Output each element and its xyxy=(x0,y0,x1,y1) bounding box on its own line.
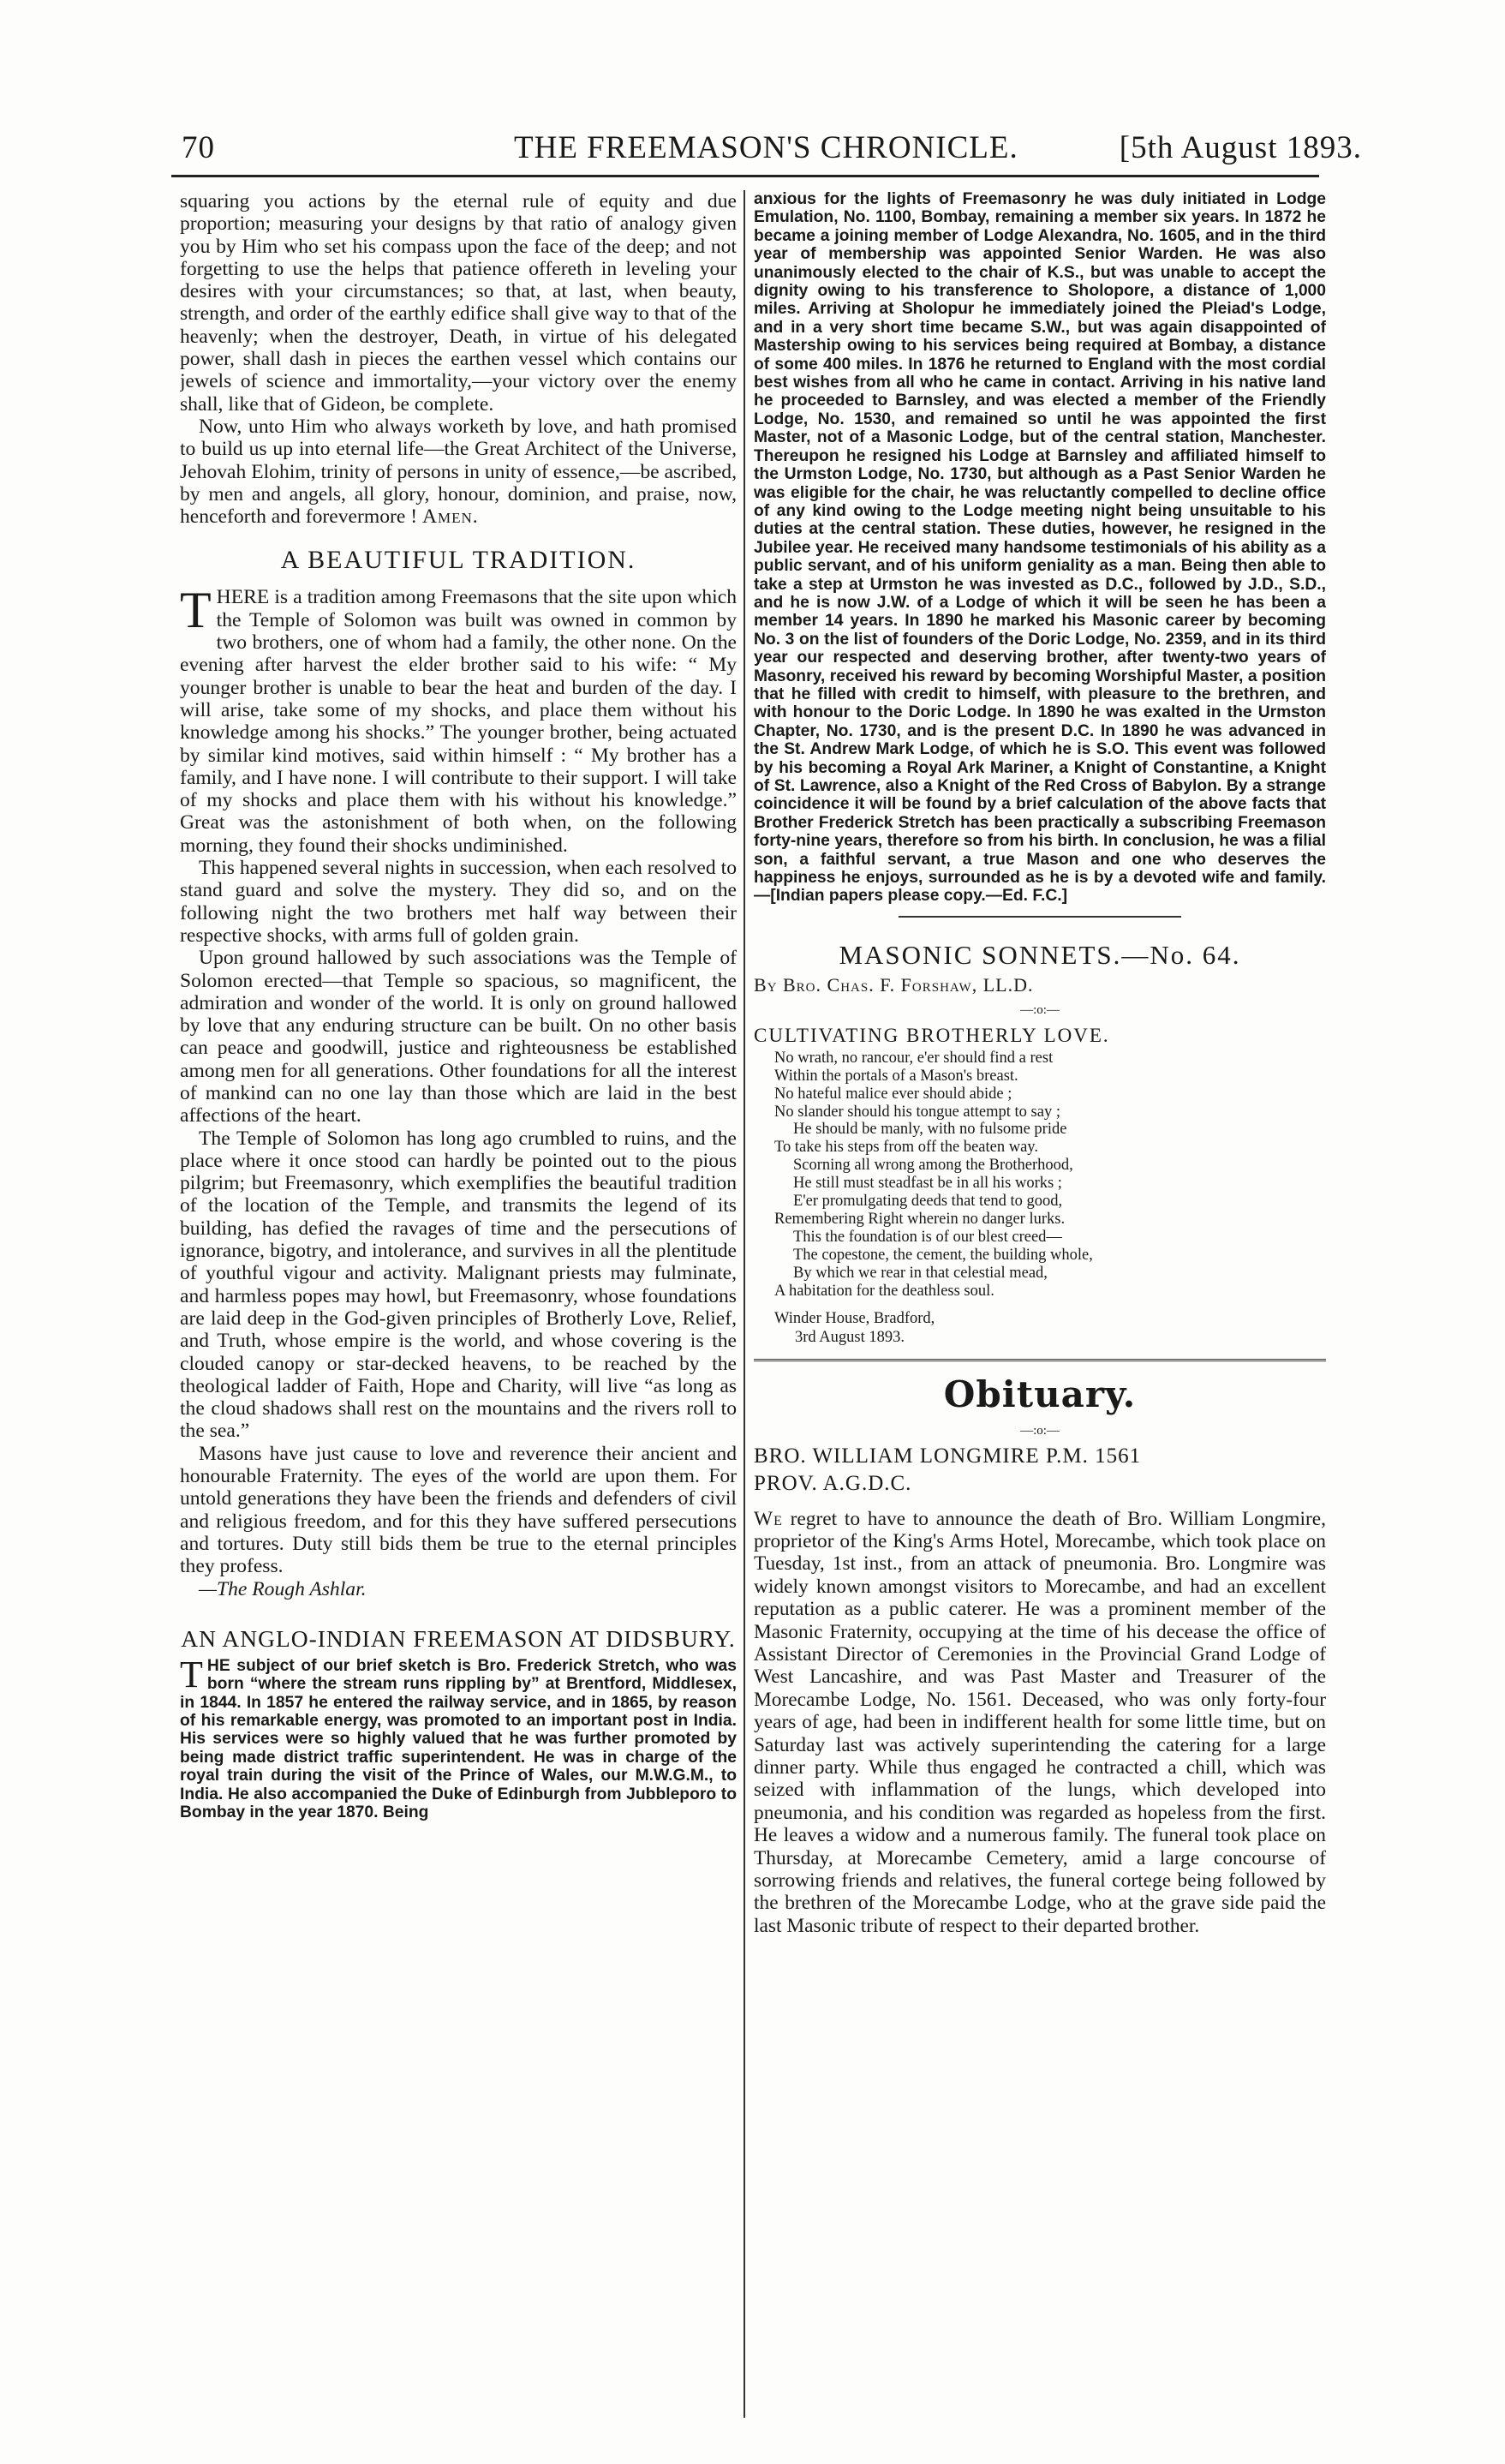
tradition-paragraph-5: Masons have just cause to love and reverence their ancient and honourable Fraternity. The eyes of the world are upon them. For untold generations they have been the friends and defenders of civil and religious freedom, and for this they have suffered persecutions and tortures. Duty still bids them be true to the eternal principles they profess. xyxy=(180,1442,737,1578)
obituary-dropcap: We xyxy=(754,1507,783,1530)
didsbury-continuation: anxious for the lights of Freemasonry he was duly initiated in Lodge Emulation, No. 1100, Bombay, remaining a member six years. In 1872 he became a joining member of Lodge Alexandra, No. 1605, and in the third year of membership was appointed Senior Warden. He was also unanimously elected to the chair of K.S., but was unable to accept the dignity owing to his transference to Sholopore, a distance of 1,000 miles. Arriving at Sholopur he immediately joined the Pleiad's Lodge, and in a very short time became S.W., but was again disappointed of Mastership owing to his services being required at Bombay, a distance of some 400 miles. In 1876 he returned to England with the most cordial best wishes from all who he came in contact. Arriving in his native land he proceeded to Barnsley, and was elected a member of the Friendly Lodge, No. 1530, and remained so until he was appointed the first Master, not of a Masonic Lodge, but of the central station, Manchester. Thereupon he resigned his Lodge at Barnsley and affiliated himself to the Urmston Lodge, No. 1730, but although as a Past Senior Warden he was eligible for the chair, he was reluctantly compelled to decline office of any kind owing to the Lodge meeting night being unsuitable to his duties at the central station. These duties, however, he resigned in the Jubilee year. He received many handsome testimonials of his ability as a public servant, and of his uniform geniality as a man. Being then able to take a step at Urmston he was invested as D.C., followed by J.D., S.D., and he is now J.W. of a Lodge of which it will be seen he has been a member 14 years. In 1890 he marked his Masonic career by becoming No. 3 on the list of founders of the Doric Lodge, No. 2359, and in its third year our respected and deserving brother, after twenty-two years of Masonry, received his reward by becoming Worshipful Master, a position that he filled with credit to himself, with pleasure to the brethren, and with honour to the Doric Lodge. In 1890 he was exalted in the Urmston Chapter, No. 1730, and is the present D.C. In 1890 he was advanced in the St. Andrew Mark Lodge, of which he is S.O. This event was followed by his becoming a Royal Ark Mariner, a Knight of Constantine, a Knight of St. Lawrence, also a Knight of the Red Cross of Babylon. By a strange coincidence it will be found by a brief calculation of the above facts that Brother Frederick Stretch has been practically a subscribing Freemason forty-nine years, therefore so from his birth. In conclusion, he was a filial son, a faithful servant, a true Mason and one who deserves the happiness he enjoys, surrounded as he is by a devoted wife and family.—[Indian papers please copy.—Ed. F.C.] xyxy=(754,190,1326,906)
poem-place: Winder House, Bradford, xyxy=(774,1309,935,1327)
sonnets-divider: —:o:— xyxy=(1020,1002,1060,1017)
left-column xyxy=(180,190,737,2418)
obituary-divider: —:o:— xyxy=(1020,1423,1060,1438)
column-divider xyxy=(744,190,745,2418)
poem-line: No wrath, no rancour, e'er should find a rest xyxy=(774,1049,1054,1067)
sonnet-poem xyxy=(774,1050,1326,1301)
poem-line: Scorning all wrong among the Brotherhood, xyxy=(793,1157,1073,1175)
poem-line: Remembering Right wherein no danger lurks. xyxy=(774,1211,1066,1228)
doxology-text: Now, unto Him who always worketh by love, and hath promised to build us up into eternal life—the Great Architect of the Universe, Jehovah Elohim, trinity of persons in unity of essence,—be ascribed, by men and angels, all glory, honour, dominion, and praise, now, henceforth and forevermore ! xyxy=(180,415,737,529)
didsbury-dropcap: T xyxy=(180,1653,203,1695)
didsbury-p1-text: HE subject of our brief sketch is Bro. Frederick Stretch, who was born “where the stream runs rippling by” at Brentford, Middlesex, in 1844. In 1857 he entered the railway service, and in 1865, by reason of his remarkable energy, was promoted to an important post in India. His services were so highly valued that he was further promoted by being made district traffic superintendent. He was in charge of the royal train during the visit of the Prince of Wales, our M.W.G.M., to India. He also accompanied the Duke of Edinburgh from Jubbleporo to Bombay in the year 1870. Being xyxy=(180,1656,737,1822)
poem-line: He still must steadfast be in all his works ; xyxy=(793,1175,1062,1193)
poem-line: To take his steps from off the beaten way. xyxy=(774,1139,1038,1157)
tradition-heading: A BEAUTIFUL TRADITION. xyxy=(280,546,636,575)
poem-line: No slander should his tongue attempt to say ; xyxy=(774,1103,1060,1121)
didsbury-heading: AN ANGLO-INDIAN FREEMASON AT DIDSBURY. xyxy=(181,1624,736,1652)
obituary-body xyxy=(754,1508,1326,1938)
right-column xyxy=(754,190,1326,2418)
poem-line: Within the portals of a Mason's breast. xyxy=(774,1067,1018,1085)
didsbury-paragraph-1 xyxy=(180,1653,737,1822)
obituary-heading: Obituary. xyxy=(943,1373,1137,1415)
sonnet-title: CULTIVATING BROTHERLY LOVE. xyxy=(754,1024,1110,1046)
tradition-paragraph-4: The Temple of Solomon has long ago crumbled to ruins, and the place where it once stood can hardly be pointed out to the pious pilgrim; but Freemasonry, which exemplifies the beautiful tradition of the location of the Temple, and transmits the legend of its building, has defied the ravages of time and the persecutions of ignorance, bigotry, and intolerance, and survives in all the plentitude of youthful vigour and activity. Malignant priests may fulminate, and harmless popes may howl, but Freemasonry, whose foundations are laid deep in the God-given principles of Brotherly Love, Relief, and Truth, whose empire is the world, and whose covering is the clouded canopy or star-decked heavens, to be reached by the theological ladder of Faith, Hope and Charity, will live “as long as the cloud shadows shall rest on the mountains and the rivers roll to the sea.” xyxy=(180,1127,737,1443)
masthead-rule xyxy=(171,175,1319,177)
publication-title: THE FREEMASON'S CHRONICLE. xyxy=(514,130,1018,165)
tradition-source: —The Rough Ashlar. xyxy=(199,1577,367,1600)
obituary-name-line-2: PROV. A.G.D.C. xyxy=(754,1471,912,1495)
issue-date: [5th August 1893. xyxy=(1119,130,1362,165)
poem-line: A habitation for the deathless soul. xyxy=(774,1282,994,1300)
section-double-rule xyxy=(754,1359,1326,1364)
tradition-dropcap: T xyxy=(180,582,212,639)
amen-text: Amen. xyxy=(421,505,479,529)
sonnets-heading: MASONIC SONNETS.—No. 64. xyxy=(839,939,1241,970)
tradition-paragraph-3: Upon ground hallowed by such associations was the Temple of Solomon erected—that Temple so spacious, so magnificent, the admiration and wonder of the world. It is only on ground hallowed by love that any enduring structure can be built. On no other basis can peace and goodwill, justice and righteousness be established among men for all generations. Other foundations for all the interest of mankind can no one lay than those which are laid in the best affections of the heart. xyxy=(180,947,737,1127)
poem-line: No hateful malice ever should abide ; xyxy=(774,1085,1012,1103)
poem-line: He should be manly, with no fulsome pride xyxy=(793,1121,1067,1139)
sonnets-byline: By Bro. Chas. F. Forshaw, LL.D. xyxy=(754,973,1034,996)
poem-line: The copestone, the cement, the building whole, xyxy=(793,1246,1093,1264)
masthead xyxy=(128,127,1362,178)
section-rule xyxy=(899,916,1181,918)
tradition-p1-text: HERE is a tradition among Freemasons that the site upon which the Temple of Solomon was built was owned in common by two brothers, one of whom had a family, the other none. On the evening after harvest the elder brother said to his wife: “ My younger brother is unable to bear the heat and burden of the day. I will arise, take some of my shocks, and place them without his knowledge among his shocks.” The younger brother, being actuated by similar kind motives, said within himself : “ My brother has a family, and I have none. I will contribute to their support. I will take of my shocks and place them with his without his knowledge.” Great was the astonishment of both when, on the following morning, they found their shocks undiminished. xyxy=(180,586,737,857)
obituary-name-line-1: BRO. WILLIAM LONGMIRE P.M. 1561 xyxy=(754,1444,1142,1468)
obituary-body-text: regret to have to announce the death of Bro. William Longmire, proprietor of the King's Arms Hotel, Morecambe, which took place on Tuesday, 1st inst., from an attack of pneumonia. Bro. Longmire was widely known amongst visitors to Morecambe, and had an excellent reputation as a public caterer. He was a prominent member of the Masonic Fraternity, occupying at the time of his decease the office of Assistant Director of Ceremonies in the Provincial Grand Lodge of West Lancashire, and was Past Master and Treasurer of the Morecambe Lodge, No. 1561. Deceased, who was only forty-four years of age, had been in indifferent health for some little time, but on Saturday last was actively superintending the catering for a large dinner party. While thus engaged he contracted a chill, which was seized with inflammation of the lungs, which developed into pneumonia, and his condition was regarded as hopeless from the first. He leaves a widow and a numerous family. The funeral took place on Thursday, at Morecambe Cemetery, amid a large concourse of sorrowing friends and relatives, the funeral cortege being followed by the brethren of the Morecambe Lodge, who at the grave side paid the last Masonic tribute of respect to their departed brother. xyxy=(754,1507,1326,1937)
poem-signature xyxy=(774,1309,1326,1347)
poem-line: By which we rear in that celestial mead, xyxy=(793,1264,1048,1282)
page-number: 70 xyxy=(182,130,215,165)
poem-line: E'er promulgating deeds that tend to good, xyxy=(793,1193,1063,1211)
poem-date: 3rd August 1893. xyxy=(795,1328,905,1346)
poem-line: This the foundation is of our blest creed— xyxy=(793,1228,1062,1246)
intro-paragraph: squaring you actions by the eternal rule of equity and due proportion; measuring your designs by that ratio of analogy given you by Him who set his compass upon the face of the deep; and not forgetting to use the helps that patience offereth in leveling your desires with your circumstances; so that, at last, when beauty, strength, and order of the earthly edifice shall give way to that of the heavenly; when the destroyer, Death, in virtue of his delegated power, shall dash in pieces the earthen vessel which contains our jewels of science and immortality,—your victory over the enemy shall, like that of Gideon, be complete. xyxy=(180,190,737,416)
tradition-paragraph-2: This happened several nights in succession, when each resolved to stand guard and solve the mystery. They did so, and on the following night the two brothers met half way between their respective shocks, with arms full of golden grain. xyxy=(180,857,737,947)
doxology-paragraph xyxy=(180,416,737,528)
tradition-paragraph-1 xyxy=(180,582,737,857)
